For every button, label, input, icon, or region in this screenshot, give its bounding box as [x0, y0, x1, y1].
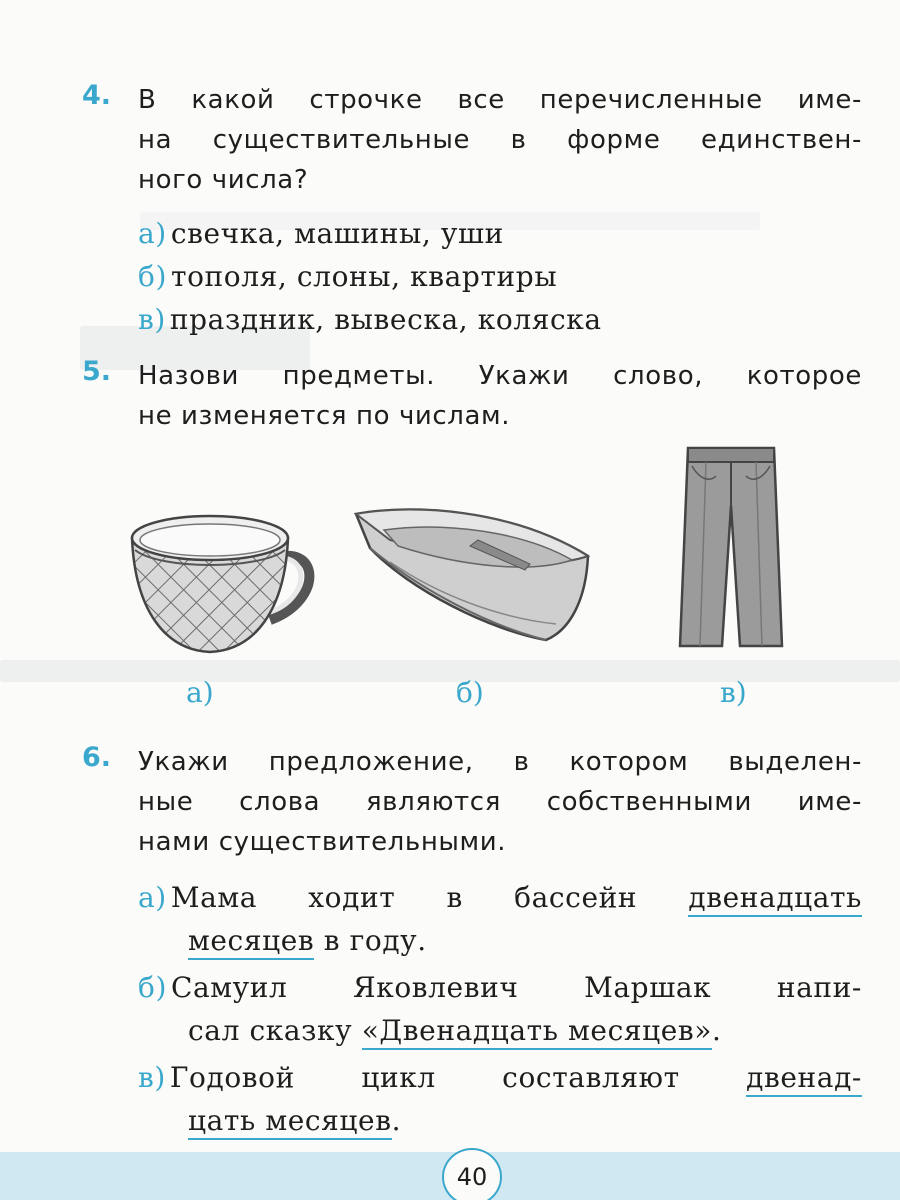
option-a[interactable]	[138, 212, 862, 255]
option-label: а)	[138, 881, 167, 914]
option-label: б)	[138, 260, 167, 293]
task-6	[82, 742, 862, 1142]
option-text: Годовой цикл составляют	[169, 1061, 747, 1094]
highlighted-words: двенад-	[746, 1061, 862, 1097]
option-text: .	[712, 1014, 722, 1047]
option-text: тополя, слоны, квартиры	[170, 260, 558, 293]
option-text: в году.	[314, 924, 427, 957]
option-line	[138, 1099, 862, 1142]
option-b[interactable]	[138, 966, 862, 1052]
option-text: сал сказку	[188, 1014, 362, 1047]
bleed-through-mark	[0, 660, 900, 682]
picture-label-a: а)	[186, 676, 214, 709]
task-number: 5.	[82, 356, 112, 387]
option-label: а)	[138, 217, 167, 250]
highlighted-words: цать месяцев	[188, 1104, 392, 1140]
question-line: не изменяется по числам.	[138, 401, 511, 431]
highlighted-words: двенадцать	[688, 881, 862, 917]
task-question	[138, 356, 862, 436]
highlighted-words: месяцев	[188, 924, 314, 960]
question-line: Назови предметы. Укажи слово, которое	[138, 361, 862, 391]
picture-label-c: в)	[720, 676, 747, 709]
option-line	[138, 1056, 862, 1099]
question-line: Укажи предложение, в котором выделен-	[138, 747, 862, 777]
option-a[interactable]	[138, 876, 862, 962]
option-c[interactable]	[138, 298, 862, 341]
option-line	[138, 876, 862, 919]
option-text: .	[391, 1104, 402, 1137]
page-number: 40	[442, 1148, 502, 1200]
task-4	[82, 80, 862, 341]
option-text: праздник, вывеска, коляска	[169, 303, 602, 336]
task-question	[138, 742, 862, 862]
option-text: Самуил Яковлевич Маршак напи-	[170, 971, 862, 1004]
question-line: ного числа?	[138, 165, 309, 195]
task-number: 4.	[82, 80, 112, 111]
task-question	[138, 80, 862, 200]
option-label: б)	[138, 971, 167, 1004]
cup-icon[interactable]	[120, 500, 340, 660]
question-line: на существительные в форме единствен-	[138, 125, 862, 155]
option-text: Мама ходит в бассейн	[170, 881, 689, 914]
task-number: 6.	[82, 742, 112, 773]
trousers-icon[interactable]	[676, 446, 786, 656]
option-label: в)	[138, 303, 166, 336]
option-label: в)	[138, 1061, 166, 1094]
question-line: нами существительными.	[138, 827, 507, 857]
option-line	[138, 919, 862, 962]
picture-label-b: б)	[456, 676, 484, 709]
question-line: В какой строчке все перечисленные име-	[138, 85, 862, 115]
option-line	[138, 966, 862, 1009]
question-line: ные слова являются собственными име-	[138, 787, 862, 817]
boat-icon[interactable]	[350, 500, 600, 650]
highlighted-words: «Двенадцать месяцев»	[362, 1014, 712, 1050]
option-line	[138, 1009, 862, 1052]
option-c[interactable]	[138, 1056, 862, 1142]
answer-options	[138, 212, 862, 341]
option-text: свечка, машины, уши	[170, 217, 504, 250]
task-5	[82, 356, 862, 436]
answer-options	[138, 876, 862, 1142]
option-b[interactable]	[138, 255, 862, 298]
